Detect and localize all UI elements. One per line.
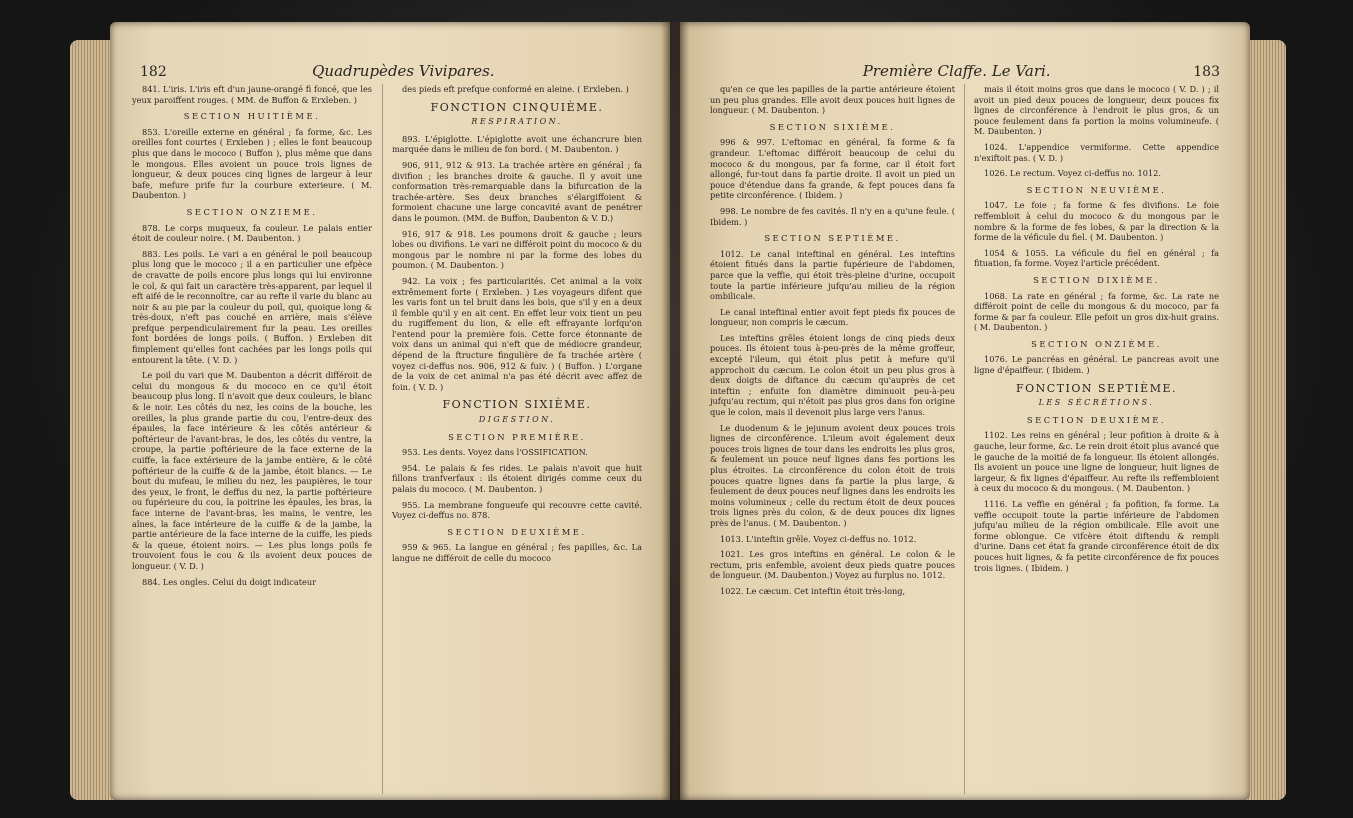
paragraph: Les inteftins grêles étoient longs de cinq pieds deux pouces. Ils étoient tous à-peu-près de la même groffeur, excepté l'ileum, qui étoit plus petit à mefure qu'il approchoit du cæcum. Le colon étoit un peu plus gros à deux doigts de diftance du cæcum qu'auprès de cet inteftin ; enfuite fon diamètre diminuoit peu-à-peu jufqu'au rectum, qui n'étoit pas plus gros dans fon origine que le colon, mais il devenoit plus large vers l'anus. <box>710 332 955 418</box>
left-page <box>110 22 670 800</box>
fonction-heading: FONCTION SIXIÈME. <box>442 398 592 412</box>
paragraph: mais il étoit moins gros que dans le mococo ( V. D. ) ; il avoit un pied deux pouces de longueur, deux pouces fix lignes de circonférence à l'endroit le plus gros, & un pouce feulement dans fa portion la moins volumineufe. ( M. Daubenton. ) <box>974 84 1219 137</box>
paragraph: 1047. Le foie ; fa forme & fes divifions. Le foie reffembloit à celui du mococo & du mongous par le nombre & la forme de fes lobes, & par la direction & la forme de la véficule du fiel. ( M. Daubenton. ) <box>974 200 1219 243</box>
right-page-edges <box>1246 40 1286 800</box>
paragraph: 1076. Le pancréas en général. Le pancreas avoit une ligne d'épaiffeur. ( Ibidem. ) <box>974 354 1219 376</box>
paragraph: 1021. Les gros inteftins en général. Le colon & le rectum, pris enfemble, avoient deux pieds quatre pouces de longueur. (M. Daubenton.) Voyez au furplus no. 1012. <box>710 549 955 581</box>
paragraph: 853. L'oreille externe en général ; fa forme, &c. Les oreilles font courtes ( Erxleben ) ; elles le font beaucoup plus que dans le mococo ( Buffon ), plus même que dans le mongous. Elles avoient un pouce trois lignes de longueur, & deux pouces cinq lignes de largeur à leur bafe, mefure prife fur la courbure exterieure. ( M. Daubenton. ) <box>132 126 372 201</box>
section-heading: SECTION DIXIÈME. <box>1033 274 1160 285</box>
paragraph: 954. Le palais & fes rides. Le palais n'avoit que huit fillons tranfverfaux : ils étoient dirigés comme ceux du palais du mococo. ( M. Daubenton. ) <box>392 462 642 494</box>
fonction-heading: FONCTION SEPTIÈME. <box>1016 381 1177 395</box>
paragraph: 1054 & 1055. La véficule du fiel en général ; fa fituation, fa forme. Voyez l'article précédent. <box>974 247 1219 269</box>
paragraph: 878. Le corps muqueux, fa couleur. Le palais entier étoit de couleur noire. ( M. Daubenton. ) <box>132 222 372 244</box>
paragraph: 883. Les poils. Le vari a en général le poil beaucoup plus long que le mococo ; il a en particulier une efpèce de cravatte de poils encore plus longs qui lui environne le col, & qui fait un caractère très-apparent, par lequel il eft aifé de le reconnoître, car au refte il varie du blanc au noir & au pie par la couleur du poil, qui, quoique long & très-doux, n'eft pas couché en arrière, mais s'élève prefque perpendiculairement fur la peau. Les oreilles font bordées de longs poils. ( Buffon. ) Erxleben dit fimplement qu'elles font cachées par les longs poils qui entourent la tête. ( V. D. ) <box>132 248 372 365</box>
paragraph: 841. L'iris. L'iris eft d'un jaune-orangé fi foncé, que les yeux paroiffent rouges. ( MM. de Buffon & Erxleben. ) <box>132 84 372 105</box>
paragraph: 996 & 997. L'eftomac en général, fa forme & fa grandeur. L'eftomac différoit beaucoup de celui du mococo & du mongous, par fa forme, car il étoit fort allongé, fur-tout dans fa partie droite. Il avoit un pied un pouce d'étendue dans fa grande, & fept pouces dans fa petite circonférence. ( Ibidem. ) <box>710 137 955 201</box>
page-number-right: 183 <box>1193 64 1220 80</box>
running-title-left: Quadrupèdes Vivipares. <box>312 62 495 80</box>
section-heading: SECTION DEUXIÈME. <box>1026 414 1167 425</box>
paragraph: 1013. L'inteftin grêle. Voyez ci-deffus no. 1012. <box>720 533 917 544</box>
right-column-2 <box>974 84 1219 578</box>
paragraph: 959 & 965. La langue en général ; fes papilles, &c. La langue ne différoit de celle du mococo <box>392 542 642 563</box>
page-number-left: 182 <box>140 64 167 80</box>
paragraph: 1116. La veffie en général ; fa pofition, fa forme. La veffie occupoit toute la partie inférieure de l'abdomen jufqu'au milieu de la région ombilicale. Elle avoit une forme oblongue. Ce vifcère étoit diftendu & rempli d'urine. Dans cet état fa grande circonférence étoit de dix pouces huit lignes, & fa petite circonférence de fix pouces trois lignes. ( Ibidem. ) <box>974 499 1219 573</box>
paragraph: 1068. La rate en général ; fa forme, &c. La rate ne différoit point de celle du mongous & du mococo, par fa forme & par fa couleur. Elle pefoit un gros dix-huit grains. ( M. Daubenton. ) <box>974 290 1219 333</box>
paragraph: 893. L'épiglotte. L'épiglotte avoit une échancrure bien marquée dans le milieu de fon bord. ( M. Daubenton. ) <box>392 133 642 155</box>
paragraph: 1024. L'appendice vermiforme. Cette appendice n'exiftoit pas. ( V. D. ) <box>974 141 1219 163</box>
paragraph: 916, 917 & 918. Les poumons droit & gauche ; leurs lobes ou divifions. Le vari ne différoit point du mococo & du mongous par le nombre ni par la forme des lobes du poumon. ( M. Daubenton. ) <box>392 228 642 271</box>
right-page <box>680 22 1250 800</box>
paragraph: 1102. Les reins en général ; leur pofition à droite & à gauche, leur forme, &c. Le rein droit étoit plus avancé que le gauche de la moitié de fa longueur. Ils étoient allongés. Ils avoient un pouce une ligne de longueur, huit lignes de largeur, & fix lignes d'épaiffeur. Au refte ils reffembloient à ceux du mococo & du mongous. ( M. Daubenton. ) <box>974 430 1219 494</box>
paragraph: 1022. Le cæcum. Cet inteftin étoit très-long, <box>720 585 906 596</box>
left-column-1 <box>132 84 372 592</box>
paragraph: des pieds eft prefque conformé en aleine. ( Erxleben. ) <box>402 84 629 94</box>
section-heading: SECTION ONZIÈME. <box>1031 338 1162 349</box>
section-heading: SECTION DEUXIÈME. <box>447 526 587 537</box>
subheading: DIGESTION. <box>478 415 556 425</box>
paragraph: 953. Les dents. Voyez dans l'OSSIFICATION. <box>402 447 588 458</box>
column-divider <box>382 84 383 794</box>
subheading: LES SÉCRÉTIONS. <box>1038 398 1155 408</box>
column-divider <box>964 84 965 794</box>
left-page-header <box>140 62 640 80</box>
running-title-right: Première Claffe. Le Vari. <box>862 62 1051 80</box>
left-column-2 <box>392 84 642 569</box>
book-gutter <box>660 22 690 800</box>
paragraph: Le duodenum & le jejunum avoient deux pouces trois lignes de circonférence. L'ileum avoit également deux pouces trois lignes de tour dans les endroits les plus gros, & feulement un pouce neuf lignes dans fes portions les plus étroites. La circonférence du colon étoit de trois pouces quatre lignes dans fa partie la plus large, & feulement de deux pouces neuf lignes dans les endroits les moins volumineux ; celle du rectum étoit de deux pouces trois lignes près du colon, & de deux pouces dix lignes près de l'anus. ( M. Daubenton. ) <box>710 422 955 528</box>
section-heading: SECTION ONZIEME. <box>186 206 318 217</box>
paragraph: 998. Le nombre de fes cavités. Il n'y en a qu'une feule. ( Ibidem. ) <box>710 205 955 227</box>
paragraph: 955. La membrane fongueufe qui recouvre cette cavité. Voyez ci-deffus no. 878. <box>392 499 642 521</box>
paragraph: Le poil du vari que M. Daubenton a décrit différoit de celui du mongous & du mococo en ce qu'il étoit beaucoup plus long. Il n'avoit que deux couleurs, le blanc & le noir. Les côtés du nez, les coins de la bouche, les oreilles, la plus grande partie du cou, l'entre-deux des épaules, la face intérieure & les côtés antérieur & poftérieur de l'avant-bras, le dos, les côtés du ventre, la croupe, la partie poftérieure de la face externe de la cuiffe, la face extérieure de la jambe entière, & le côté poftérieur de la cuiffe & de la jambe, étoit blancs. — Le bout du mufeau, le milieu du nez, les paupières, le tour des yeux, le front, le deffus du nez, la partie poftérieure ou fupérieure du cou, la poitrine les épaules, les bras, la face interne de l'avant-bras, les mains, le ventre, les aînes, la face intérieure de la cuiffe & de la jambe, la partie antérieure de la face interne de la cuiffe, les pieds & la queue, étoient noirs. — Les plus longs poils fe trouvoient fous le cou & ils avoient deux pouces de longueur. ( V. D. ) <box>132 370 372 571</box>
paragraph: 884. Les ongles. Celui du doigt indicateur <box>142 576 317 587</box>
section-heading: SECTION SIXIÈME. <box>769 121 896 132</box>
section-heading: SECTION SEPTIÈME. <box>764 233 901 244</box>
paragraph: Le canal inteftinal entier avoit fept pieds fix pouces de longueur, non compris le cæcum. <box>710 306 955 328</box>
left-page-edges <box>70 40 114 800</box>
right-page-header <box>720 62 1220 80</box>
section-heading: SECTION PREMIÈRE. <box>448 431 586 442</box>
subheading: RESPIRATION. <box>471 117 563 127</box>
section-heading: SECTION HUITIÈME. <box>183 111 321 122</box>
paragraph: 1012. Le canal inteftinal en général. Les inteftins étoient fitués dans la partie fupérieure de l'abdomen, parce que la veffie, qui étoit très-pleine d'urine, occupoit toute la partie inférieure jufqu'au milieu de la région ombilicale. <box>710 248 955 302</box>
section-heading: SECTION NEUVIÈME. <box>1026 184 1167 195</box>
paragraph: 1026. Le rectum. Voyez ci-deffus no. 1012. <box>984 168 1161 179</box>
paragraph: 942. La voix ; fes particularités. Cet animal a la voix extrêmement forte ( Erxleben. ) Les voyageurs difent que les varis font un tel bruit dans les bois, que s'il y en a deux il femble qu'il y en ait cent. En effet leur voix tient un peu du rugiffement du lion, & elle eft effrayante lorfqu'on l'entend pour la première fois. Cette force étonnante de voix dans un animal qui n'eft que de médiocre grandeur, dépend de la ftructure fingulière de fa trachée artère ( voyez ci-deffus nos. 906, 912 & fuiv. ) ( Buffon. ) L'organe de la voix de cet animal n'a pas été décrit avec affez de foin. ( V. D. ) <box>392 275 642 392</box>
fonction-heading: FONCTION CINQUIÈME. <box>430 100 604 114</box>
paragraph: qu'en ce que les papilles de la partie antérieure étoient un peu plus grandes. Elle avoit deux pouces huit lignes de longueur. ( M. Daubenton. ) <box>710 84 955 116</box>
right-column-1 <box>710 84 955 602</box>
paragraph: 906, 911, 912 & 913. La trachée artère en général ; fa divifion ; les branches droite & gauche. Il y avoit une conformation très-remarquable dans la bifurcation de la trachée-artère. Ses deux branches s'élargiffoient & formoient chacune une large concavité avant de penétrer dans le poumon. (MM. de Buffon, Daubenton & V. D.) <box>392 159 642 223</box>
